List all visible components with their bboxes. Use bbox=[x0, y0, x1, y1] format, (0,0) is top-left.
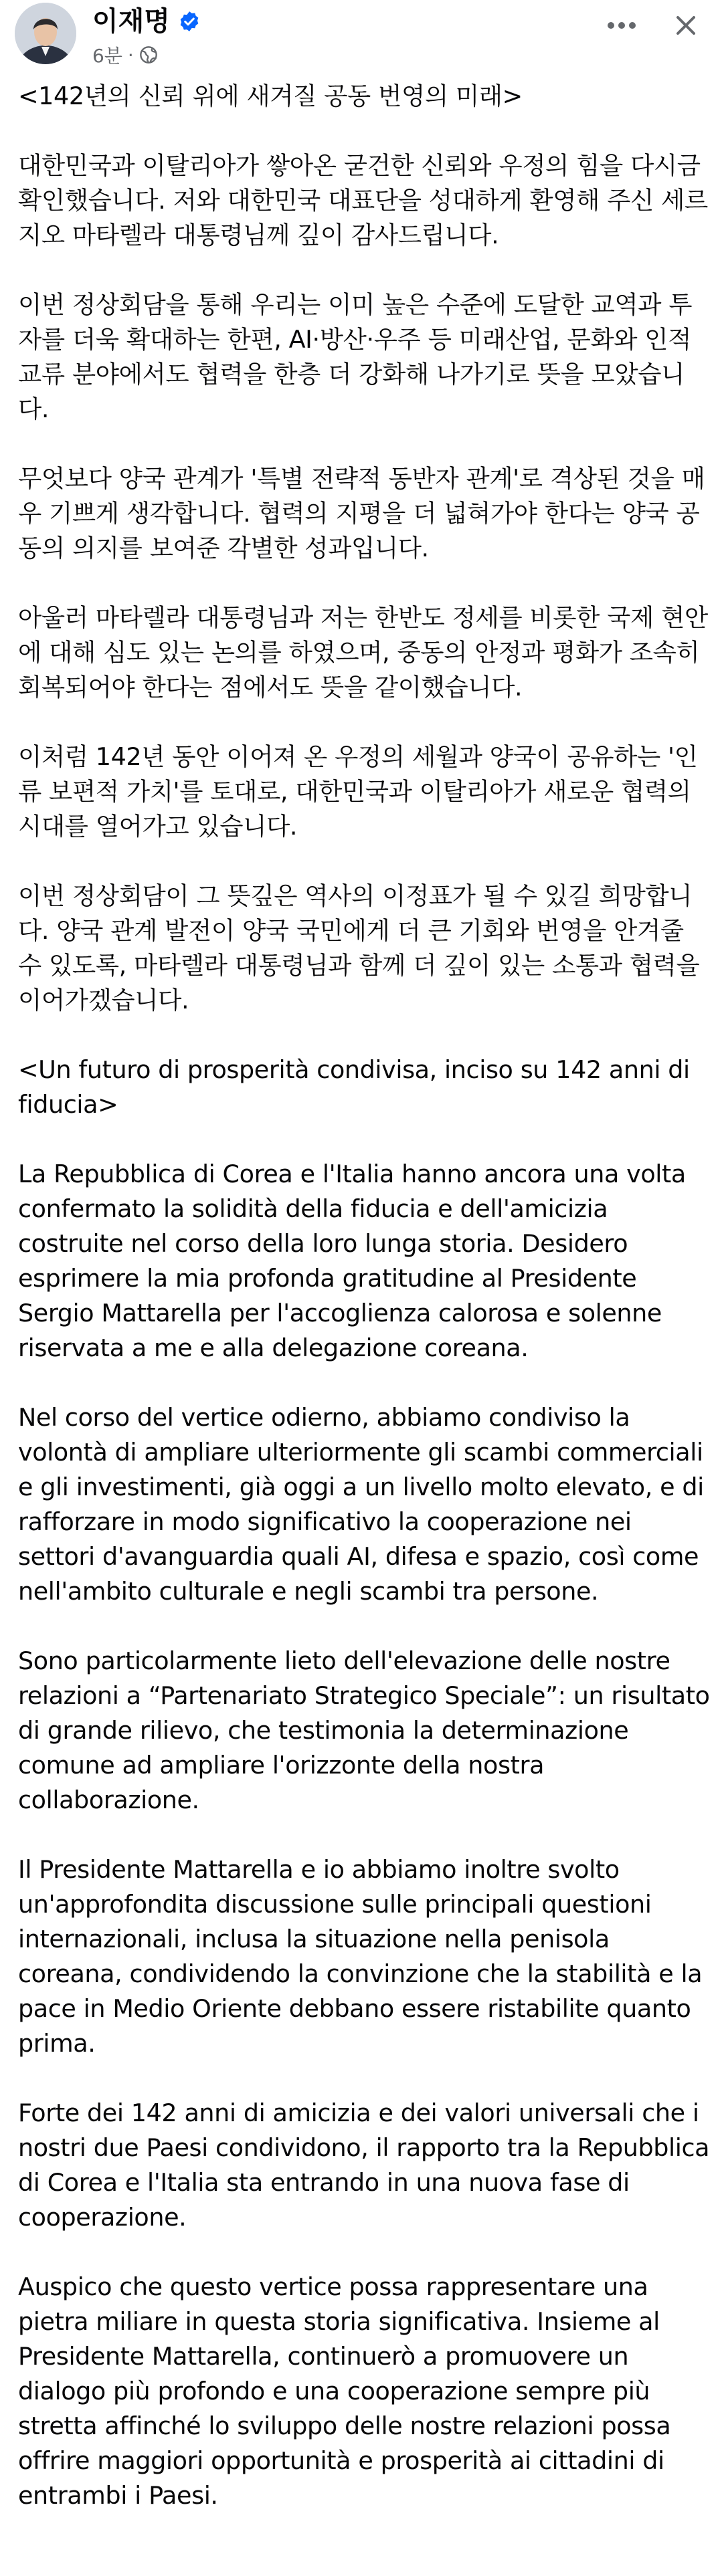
post-paragraph: 대한민국과 이탈리아가 쌓아온 굳건한 신뢰와 우정의 힘을 다시금 확인했습니다. 저와 대한민국 대표단을 성대하게 환영해 주신 세르지오 마타렐라 대통령님께 깊이 감사드립니다. bbox=[18, 151, 708, 249]
post-paragraph: Il Presidente Mattarella e io abbiamo inoltre svolto un'approfondita discussione sulle principali questioni internazionali, inclusa la situazione nella penisola coreana, condividendo la convinzione che la stabilità e la pace in Medio Oriente debbano essere ristabilite quanto prima. bbox=[18, 1855, 703, 2058]
post-time[interactable]: 6분 bbox=[92, 45, 122, 67]
post-paragraph: La Repubblica di Corea e l'Italia hanno ancora una volta confermato la solidità della fiducia e dell'amicizia costruite nel corso della loro lunga storia. Desidero esprimere la mia profonda gratitudine al Presidente Sergio Mattarella per l'accoglienza calorosa e solenne riservata a me e alla delegazione coreana. bbox=[18, 1160, 686, 1362]
more-options-button[interactable] bbox=[598, 5, 645, 45]
post-paragraph: Forte dei 142 anni di amicizia e dei valori universali che i nostri due Paesi condividono, il rapporto tra la Repubblica di Corea e l'Italia sta entrando in una nuova fase di cooperazione. bbox=[18, 2099, 710, 2232]
post-paragraph: 이처럼 142년 동안 이어져 온 우정의 세월과 양국이 공유하는 '인류 보편적 가치'를 토대로, 대한민국과 이탈리아가 새로운 협력의 시대를 열어가고 있습니다. bbox=[18, 742, 698, 841]
post-header bbox=[0, 0, 722, 80]
post-paragraph: 무엇보다 양국 관계가 '특별 전략적 동반자 관계'로 격상된 것을 매우 기쁘게 생각합니다. 협력의 지평을 더 넓혀가야 한다는 양국 공동의 의지를 보여준 각별한 성과입니다. bbox=[18, 464, 705, 562]
avatar-portrait-icon bbox=[15, 3, 76, 64]
close-icon bbox=[674, 14, 697, 37]
author-row bbox=[92, 1, 201, 41]
post-paragraph-title-ko: <142년의 신뢰 위에 새겨질 공동 번영의 미래> bbox=[18, 82, 523, 110]
author-name[interactable]: 이재명 bbox=[92, 6, 170, 37]
globe-icon[interactable] bbox=[139, 45, 158, 64]
post-paragraph: Sono particolarmente lieto dell'elevazione delle nostre relazioni a “Partenariato Strategico Speciale”: un risultato di grande rilievo, che testimonia la determinazione comune ad ampliare l'orizzonte della nostra collaborazione. bbox=[18, 1646, 710, 1814]
verified-badge-icon bbox=[178, 10, 201, 33]
close-button[interactable] bbox=[662, 5, 709, 45]
post-paragraph: 아울러 마타렐라 대통령님과 저는 한반도 정세를 비롯한 국제 현안에 대해 심도 있는 논의를 하였으며, 중동의 안정과 평화가 조속히 회복되어야 한다는 점에서도 뜻을 같이했습니다. bbox=[18, 603, 708, 702]
post-paragraph: Nel corso del vertice odierno, abbiamo condiviso la volontà di ampliare ulteriormente gli scambi commerciali e gli investimenti, già oggi a un livello molto elevato, e di rafforzare in modo significativo la cooperazione nei settori d'avanguardia quali AI, difesa e spazio, così come nell'ambito culturale e negli scambi tra persone. bbox=[18, 1403, 704, 1606]
avatar[interactable] bbox=[15, 3, 76, 64]
post-body bbox=[18, 79, 714, 2513]
post-paragraph-title-it: <Un futuro di prosperità condivisa, inciso su 142 anni di fiducia> bbox=[18, 1055, 690, 1119]
post-paragraph: 이번 정상회담을 통해 우리는 이미 높은 수준에 도달한 교역과 투자를 더욱 확대하는 한편, AI·방산·우주 등 미래산업, 문화와 인적 교류 분야에서도 협력을 한층 더 강화해 나가기로 뜻을 모았습니다. bbox=[18, 290, 693, 423]
post-paragraph: Auspico che questo vertice possa rappresentare una pietra miliare in questa storia significativa. Insieme al Presidente Mattarella, continuerò a promuovere un dialogo più profondo e una cooperazione sempre più stretta affinché lo sviluppo delle nostre relazioni possa offrire maggiori opportunità e prosperità ai cittadini di entrambi i Paesi. bbox=[18, 2272, 671, 2510]
more-horizontal-icon bbox=[607, 21, 636, 29]
meta-separator: · bbox=[127, 43, 134, 66]
post-paragraph: 이번 정상회담이 그 뜻깊은 역사의 이정표가 될 수 있길 희망합니다. 양국 관계 발전이 양국 국민에게 더 큰 기회와 번영을 안겨줄 수 있도록, 마타렐라 대통령님과 함께 더 깊이 있는 소통과 협력을 이어가겠습니다. bbox=[18, 881, 700, 1014]
post-meta bbox=[92, 40, 158, 70]
